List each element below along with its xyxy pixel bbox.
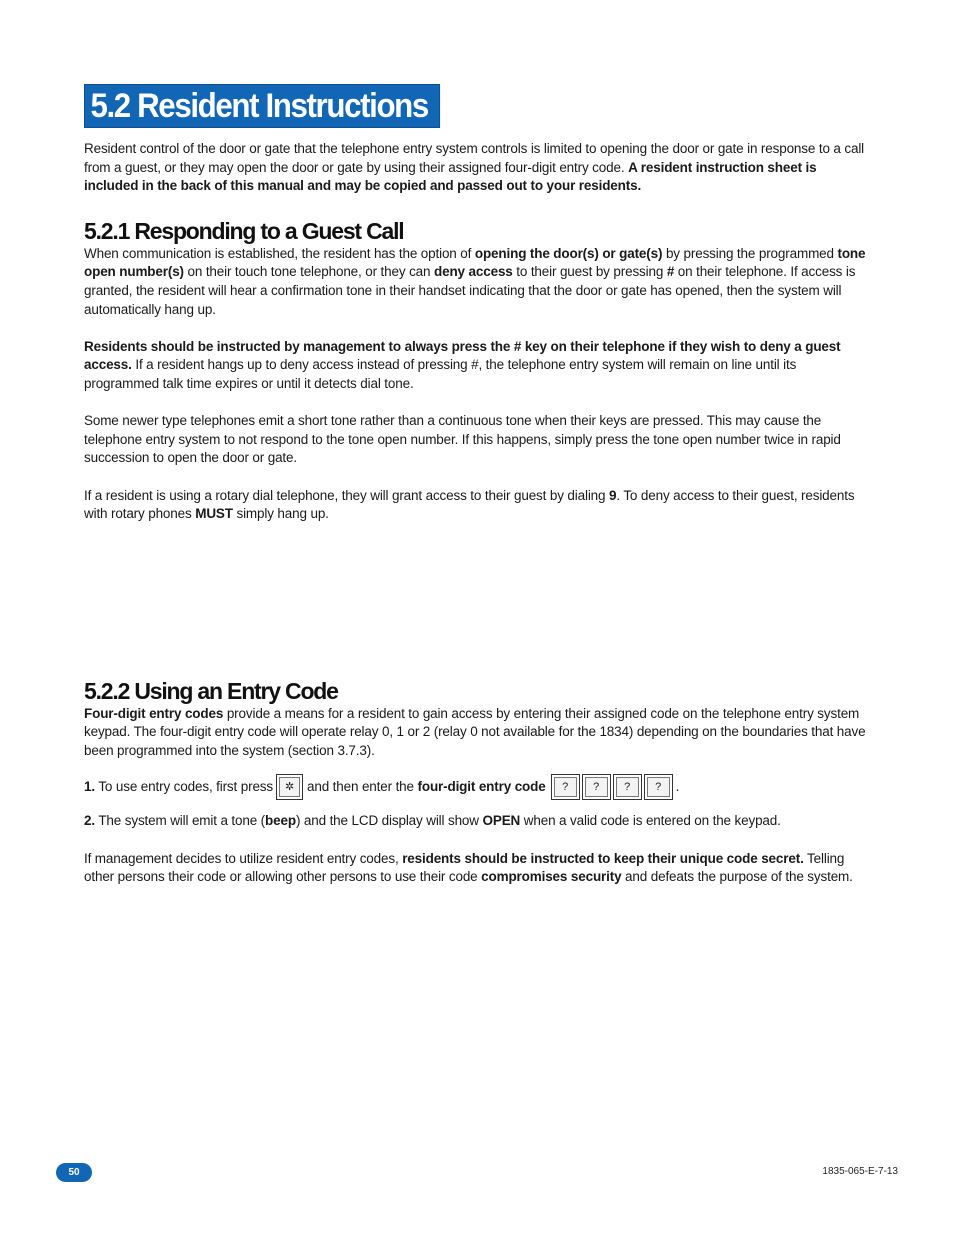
guest-call-paragraph-2: Residents should be instructed by management to always press the # key on their telephone if they wish to deny a guest access. If a resident hangs up to deny access instead of pressing #, the telephone entry system will remain on line until its programmed talk time expires or until it detects dial tone. bbox=[84, 338, 841, 391]
digit-key-icon: ? bbox=[582, 774, 611, 800]
entry-code-step-2: 2. The system will emit a tone (beep) and the LCD display will show OPEN when a valid code is entered on the keypad. bbox=[84, 813, 781, 829]
guest-call-paragraph-3: Some newer type telephones emit a short tone rather than a continuous tone when their keys are pressed. This may cause the telephone entry system to not respond to the tone open number. If this happens, simply press the tone open number twice in rapid succession to open the door or gate. bbox=[84, 413, 841, 466]
four-digit-keys bbox=[549, 774, 673, 800]
guest-call-paragraph-1: When communication is established, the resident has the option of opening the door(s) or gate(s) by pressing the programmed tone open number(s) on their touch tone telephone, or they can deny access to their guest by pressing # on their telephone. If access is granted, the resident will hear a confirmation tone in their handset indicating that the door or gate has opened, then the system will automatically hang up. bbox=[84, 245, 866, 317]
entry-code-paragraph-1: Four-digit entry codes provide a means for a resident to gain access by entering their assigned code on the telephone entry system keypad. The four-digit entry code will operate relay 0, 1 or 2 (relay 0 not available for the 1834) depending on the boundaries that have been programmed into the system (section 3.7.3). bbox=[84, 705, 866, 758]
intro-paragraph: Resident control of the door or gate that the telephone entry system controls is limited to opening the door or gate in response to a call from a guest, or they may open the door or gate by using their assigned four-digit entry code. A resident instruction sheet is included in the back of this manual and may be copied and passed out to your residents. bbox=[84, 141, 865, 194]
digit-key-icon: ? bbox=[644, 774, 673, 800]
entry-code-paragraph-3: If management decides to utilize resident entry codes, residents should be instructed to keep their unique code secret. Telling other persons their code or allowing other persons to use their code compromises security and defeats the purpose of the system. bbox=[84, 850, 853, 885]
star-key-icon: ✲ bbox=[276, 774, 303, 800]
guest-call-paragraph-4: If a resident is using a rotary dial telephone, they will grant access to their guest by dialing 9. To deny access to their guest, residents with rotary phones MUST simply hang up. bbox=[84, 487, 855, 522]
page-title: 5.2 Resident Instructions bbox=[84, 84, 440, 128]
digit-key-icon: ? bbox=[551, 774, 580, 800]
page-number-badge: 50 bbox=[56, 1163, 92, 1182]
document-code: 1835-065-E-7-13 bbox=[822, 1166, 898, 1177]
digit-key-icon: ? bbox=[613, 774, 642, 800]
section-heading-entry-code: 5.2.2 Using an Entry Code bbox=[84, 677, 338, 704]
page-content bbox=[84, 84, 870, 887]
entry-code-step-1: 1. To use entry codes, first press ✲ and then enter the four-digit entry code ? ? ? ? . bbox=[84, 772, 870, 802]
section-heading-guest-call: 5.2.1 Responding to a Guest Call bbox=[84, 217, 404, 244]
